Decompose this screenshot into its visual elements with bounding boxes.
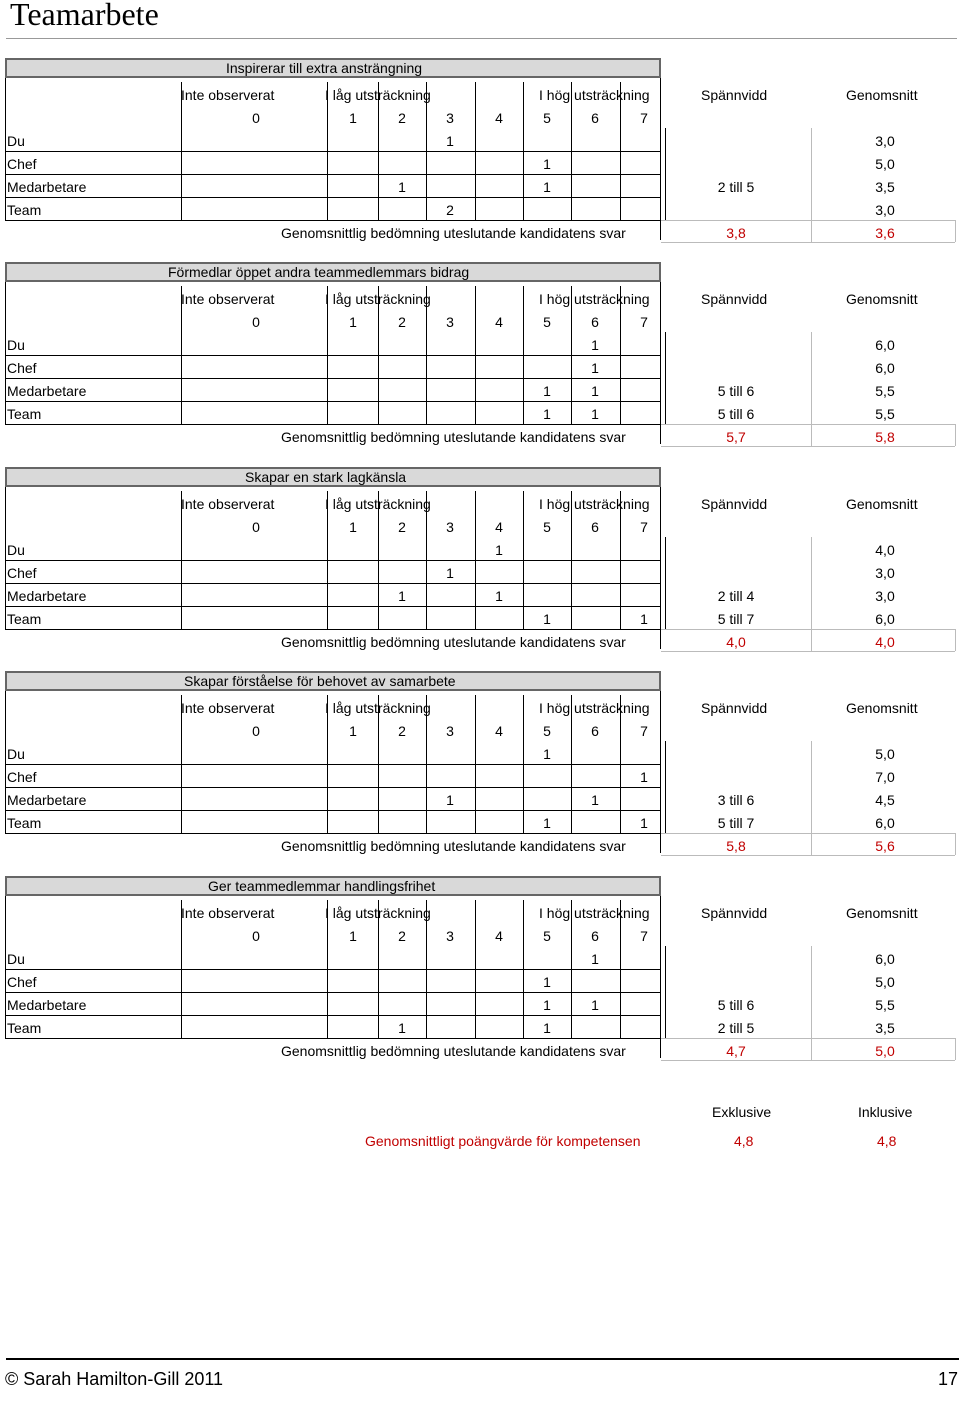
- label-low: I låg utsträckning: [325, 700, 431, 716]
- scale-value: 3: [446, 314, 454, 330]
- count-cell: 1: [591, 792, 599, 808]
- section-2: [5, 467, 960, 652]
- grid-left-border: [5, 896, 6, 1038]
- count-cell: 1: [543, 997, 551, 1013]
- range-cell: 5 till 6: [717, 406, 755, 422]
- summary-average: 4,0: [875, 634, 895, 650]
- summary-range: 4,7: [726, 1043, 746, 1059]
- scale-value: 7: [640, 110, 648, 126]
- row-label: Du: [7, 337, 25, 353]
- scale-value: 0: [252, 314, 260, 330]
- row-label: Team: [7, 1020, 42, 1036]
- scale-value: 0: [252, 928, 260, 944]
- row-label: Chef: [7, 565, 37, 581]
- label-low: I låg utsträckning: [325, 87, 431, 103]
- count-cell: 1: [591, 337, 599, 353]
- count-cell: 1: [543, 611, 551, 627]
- grid-vline: [811, 537, 812, 629]
- section-title: Ger teammedlemmar handlingsfrihet: [208, 878, 436, 894]
- summary-label: Genomsnittlig bedömning uteslutande kandidatens svar: [281, 838, 626, 854]
- count-cell: 1: [543, 815, 551, 831]
- section-title: Inspirerar till extra ansträngning: [226, 60, 423, 76]
- label-not-observed: Inte observerat: [181, 496, 275, 512]
- label-not-observed: Inte observerat: [181, 700, 275, 716]
- count-cell: 1: [640, 611, 648, 627]
- grid-vline: [665, 332, 666, 424]
- label-range: Spännvidd: [701, 291, 768, 307]
- label-average: Genomsnitt: [846, 700, 918, 716]
- scale-value: 1: [349, 723, 357, 739]
- scale-value: 4: [495, 519, 503, 535]
- grid-vline: [665, 128, 666, 220]
- row-label: Medarbetare: [7, 997, 87, 1013]
- range-cell: 5 till 6: [717, 997, 755, 1013]
- range-cell: 2 till 5: [717, 1020, 755, 1036]
- range-cell: 2 till 5: [717, 179, 755, 195]
- label-high: I hög utsträckning: [539, 905, 650, 921]
- grid-hline: [5, 560, 661, 561]
- row-label: Team: [7, 202, 42, 218]
- label-average: Genomsnitt: [846, 291, 918, 307]
- count-cell: 1: [543, 1020, 551, 1036]
- count-cell: 2: [446, 202, 454, 218]
- summary-bottom: [661, 1060, 955, 1061]
- scale-value: 7: [640, 723, 648, 739]
- section-title: Förmedlar öppet andra teammedlemmars bidrag: [168, 264, 470, 280]
- label-average: Genomsnitt: [846, 496, 918, 512]
- summary-divider: [811, 1038, 812, 1060]
- label-not-observed: Inte observerat: [181, 905, 275, 921]
- count-cell: 1: [398, 588, 406, 604]
- footer-rule: [6, 1358, 959, 1360]
- scale-value: 2: [398, 519, 406, 535]
- range-cell: 2 till 4: [717, 588, 755, 604]
- scale-value: 5: [543, 314, 551, 330]
- label-average: Genomsnitt: [846, 905, 918, 921]
- grid-hline: [5, 378, 661, 379]
- summary-bottom: [661, 446, 955, 447]
- count-cell: 1: [543, 156, 551, 172]
- average-cell: 3,0: [875, 588, 895, 604]
- summary-average: 5,0: [875, 1043, 895, 1059]
- page-title: Teamarbete: [10, 0, 159, 32]
- grid-left-border: [5, 487, 6, 629]
- grid-hline: [5, 583, 661, 584]
- count-cell: 1: [446, 792, 454, 808]
- row-label: Chef: [7, 974, 37, 990]
- section-title: Skapar förståelse för behovet av samarbete: [184, 673, 456, 689]
- grid-hline: [5, 355, 661, 356]
- summary-right: [955, 629, 956, 651]
- summary-top: [661, 220, 955, 221]
- average-cell: 3,0: [875, 133, 895, 149]
- scale-value: 6: [591, 723, 599, 739]
- summary-right: [955, 833, 956, 855]
- count-cell: 1: [591, 383, 599, 399]
- label-high: I hög utsträckning: [539, 87, 650, 103]
- grid-right-border: [660, 78, 661, 240]
- count-cell: 1: [591, 406, 599, 422]
- row-label: Medarbetare: [7, 179, 87, 195]
- range-cell: 5 till 7: [717, 611, 755, 627]
- summary-divider: [811, 629, 812, 651]
- grid-right-border: [660, 282, 661, 444]
- scale-value: 5: [543, 110, 551, 126]
- scale-value: 3: [446, 110, 454, 126]
- grid-vline: [665, 946, 666, 1038]
- summary-average: 5,8: [875, 429, 895, 445]
- scale-value: 4: [495, 314, 503, 330]
- scale-value: 6: [591, 314, 599, 330]
- scale-value: 5: [543, 723, 551, 739]
- grid-hline: [5, 810, 661, 811]
- grid-hline: [5, 1015, 661, 1016]
- average-cell: 5,5: [875, 406, 895, 422]
- row-label: Chef: [7, 769, 37, 785]
- count-cell: 1: [446, 133, 454, 149]
- row-label: Team: [7, 406, 42, 422]
- average-cell: 6,0: [875, 611, 895, 627]
- average-cell: 6,0: [875, 337, 895, 353]
- row-label: Medarbetare: [7, 588, 87, 604]
- average-cell: 6,0: [875, 951, 895, 967]
- grid-vline: [665, 537, 666, 629]
- average-cell: 3,5: [875, 179, 895, 195]
- average-cell: 4,0: [875, 542, 895, 558]
- grid-vline: [811, 741, 812, 833]
- scale-value: 1: [349, 928, 357, 944]
- final-row-label: Genomsnittligt poängvärde för kompetensen: [365, 1133, 641, 1149]
- grid-hline: [5, 969, 661, 970]
- average-cell: 3,0: [875, 202, 895, 218]
- count-cell: 1: [543, 179, 551, 195]
- label-range: Spännvidd: [701, 905, 768, 921]
- summary-range: 5,8: [726, 838, 746, 854]
- label-range: Spännvidd: [701, 496, 768, 512]
- label-high: I hög utsträckning: [539, 291, 650, 307]
- summary-average: 5,6: [875, 838, 895, 854]
- scale-value: 2: [398, 723, 406, 739]
- summary-range: 3,8: [726, 225, 746, 241]
- scale-value: 2: [398, 928, 406, 944]
- scale-value: 5: [543, 519, 551, 535]
- label-range: Spännvidd: [701, 700, 768, 716]
- grid-vline: [811, 332, 812, 424]
- final-exclusive-value: 4,8: [734, 1133, 754, 1149]
- scale-value: 2: [398, 314, 406, 330]
- row-label: Chef: [7, 360, 37, 376]
- grid-vline: [811, 128, 812, 220]
- summary-bottom: [661, 651, 955, 652]
- label-high: I hög utsträckning: [539, 700, 650, 716]
- scale-value: 6: [591, 928, 599, 944]
- average-cell: 6,0: [875, 815, 895, 831]
- count-cell: 1: [495, 588, 503, 604]
- scale-value: 4: [495, 723, 503, 739]
- summary-label: Genomsnittlig bedömning uteslutande kandidatens svar: [281, 634, 626, 650]
- scale-value: 4: [495, 928, 503, 944]
- exclusive-label: Exklusive: [712, 1104, 772, 1120]
- range-cell: 5 till 6: [717, 383, 755, 399]
- inclusive-label: Inklusive: [858, 1104, 913, 1120]
- grid-hline: [5, 424, 661, 425]
- range-cell: 3 till 6: [717, 792, 755, 808]
- summary-range: 4,0: [726, 634, 746, 650]
- summary-top: [661, 629, 955, 630]
- count-cell: 1: [640, 769, 648, 785]
- scale-value: 6: [591, 110, 599, 126]
- scale-value: 3: [446, 519, 454, 535]
- scale-value: 7: [640, 928, 648, 944]
- summary-label: Genomsnittlig bedömning uteslutande kandidatens svar: [281, 225, 626, 241]
- grid-hline: [5, 992, 661, 993]
- section-4: [5, 876, 960, 1061]
- grid-hline: [5, 220, 661, 221]
- grid-right-border: [660, 487, 661, 649]
- scale-value: 6: [591, 519, 599, 535]
- label-range: Spännvidd: [701, 87, 768, 103]
- scale-value: 3: [446, 928, 454, 944]
- label-low: I låg utsträckning: [325, 905, 431, 921]
- average-cell: 3,0: [875, 565, 895, 581]
- row-label: Du: [7, 746, 25, 762]
- summary-right: [955, 1038, 956, 1060]
- grid-right-border: [660, 896, 661, 1058]
- grid-vline: [665, 741, 666, 833]
- scale-value: 5: [543, 928, 551, 944]
- average-cell: 6,0: [875, 360, 895, 376]
- summary-label: Genomsnittlig bedömning uteslutande kandidatens svar: [281, 429, 626, 445]
- section-0: [5, 58, 960, 243]
- count-cell: 1: [446, 565, 454, 581]
- summary-range: 5,7: [726, 429, 746, 445]
- row-label: Du: [7, 542, 25, 558]
- grid-hline: [5, 629, 661, 630]
- average-cell: 7,0: [875, 769, 895, 785]
- title-rule: [6, 38, 957, 39]
- summary-top: [661, 1038, 955, 1039]
- summary-top: [661, 833, 955, 834]
- summary-label: Genomsnittlig bedömning uteslutande kandidatens svar: [281, 1043, 626, 1059]
- range-cell: 5 till 7: [717, 815, 755, 831]
- count-cell: 1: [398, 1020, 406, 1036]
- section-title: Skapar en stark lagkänsla: [245, 469, 407, 485]
- label-not-observed: Inte observerat: [181, 291, 275, 307]
- page-number: 17: [938, 1369, 959, 1389]
- average-cell: 5,0: [875, 156, 895, 172]
- scale-value: 1: [349, 519, 357, 535]
- summary-bottom: [661, 242, 955, 243]
- scale-value: 1: [349, 314, 357, 330]
- count-cell: 1: [398, 179, 406, 195]
- scale-value: 4: [495, 110, 503, 126]
- grid-right-border: [660, 691, 661, 853]
- row-label: Medarbetare: [7, 383, 87, 399]
- row-label: Team: [7, 815, 42, 831]
- grid-hline: [5, 401, 661, 402]
- label-average: Genomsnitt: [846, 87, 918, 103]
- average-cell: 4,5: [875, 792, 895, 808]
- summary-average: 3,6: [875, 225, 895, 241]
- section-1: [5, 262, 960, 447]
- scale-value: 1: [349, 110, 357, 126]
- summary-right: [955, 220, 956, 242]
- count-cell: 1: [640, 815, 648, 831]
- summary-right: [955, 424, 956, 446]
- summary-bottom: [661, 855, 955, 856]
- section-3: [5, 671, 960, 856]
- average-cell: 5,0: [875, 974, 895, 990]
- grid-hline: [5, 787, 661, 788]
- count-cell: 1: [591, 360, 599, 376]
- grid-left-border: [5, 78, 6, 220]
- label-not-observed: Inte observerat: [181, 87, 275, 103]
- grid-hline: [5, 197, 661, 198]
- scale-value: 0: [252, 519, 260, 535]
- grid-left-border: [5, 691, 6, 833]
- row-label: Medarbetare: [7, 792, 87, 808]
- row-label: Chef: [7, 156, 37, 172]
- grid-hline: [5, 833, 661, 834]
- grid-hline: [5, 174, 661, 175]
- scale-value: 7: [640, 519, 648, 535]
- count-cell: 1: [543, 406, 551, 422]
- summary-divider: [811, 220, 812, 242]
- scale-value: 7: [640, 314, 648, 330]
- scale-value: 0: [252, 723, 260, 739]
- label-high: I hög utsträckning: [539, 496, 650, 512]
- label-low: I låg utsträckning: [325, 496, 431, 512]
- summary-divider: [811, 833, 812, 855]
- grid-hline: [5, 151, 661, 152]
- scale-value: 2: [398, 110, 406, 126]
- row-label: Du: [7, 951, 25, 967]
- row-label: Team: [7, 611, 42, 627]
- average-cell: 5,0: [875, 746, 895, 762]
- row-label: Du: [7, 133, 25, 149]
- summary-top: [661, 424, 955, 425]
- count-cell: 1: [495, 542, 503, 558]
- grid-hline: [5, 764, 661, 765]
- grid-left-border: [5, 282, 6, 424]
- grid-vline: [811, 946, 812, 1038]
- average-cell: 3,5: [875, 1020, 895, 1036]
- grid-hline: [5, 606, 661, 607]
- count-cell: 1: [543, 383, 551, 399]
- average-cell: 5,5: [875, 997, 895, 1013]
- count-cell: 1: [591, 997, 599, 1013]
- average-cell: 5,5: [875, 383, 895, 399]
- scale-value: 3: [446, 723, 454, 739]
- count-cell: 1: [543, 974, 551, 990]
- count-cell: 1: [591, 951, 599, 967]
- label-low: I låg utsträckning: [325, 291, 431, 307]
- count-cell: 1: [543, 746, 551, 762]
- grid-hline: [5, 1038, 661, 1039]
- summary-divider: [811, 424, 812, 446]
- final-inclusive-value: 4,8: [877, 1133, 897, 1149]
- copyright: © Sarah Hamilton-Gill 2011: [5, 1369, 224, 1389]
- scale-value: 0: [252, 110, 260, 126]
